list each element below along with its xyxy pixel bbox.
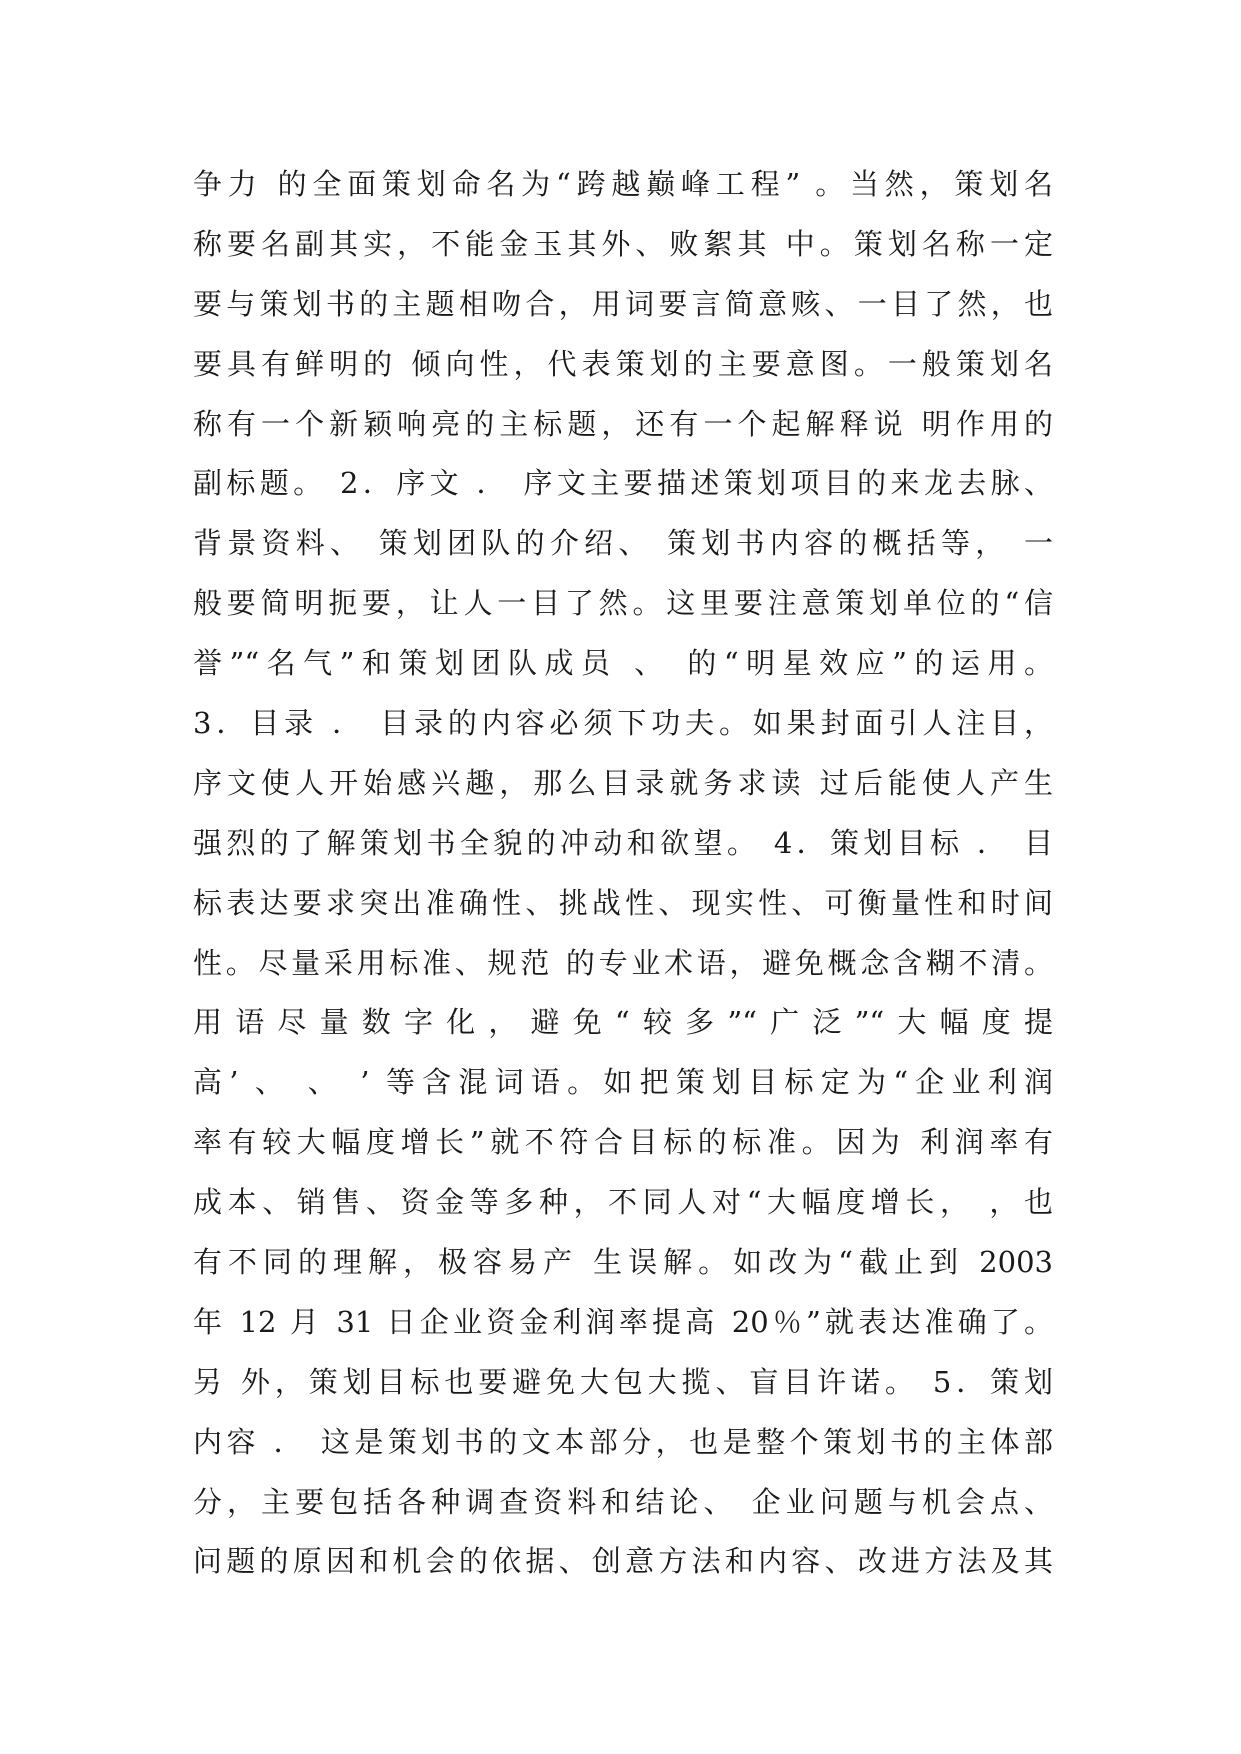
text-line: 有不同的理解，极容易产 生误解。如改为“截止到 2003 <box>193 1245 1053 1280</box>
text-line: 分，主要包括各种调查资料和结论、 企业问题与机会点、 <box>193 1484 1053 1519</box>
text-line: 3．目录 ． 目录的内容必须下功夫。如果封面引人注目， <box>193 706 1053 741</box>
text-line: 要与策划书的主题相吻合，用词要言简意赅、一目了然，也 <box>193 286 1053 321</box>
text-line: 强烈的了解策划书全貌的冲动和欲望。 4．策划目标 ． 目 <box>193 825 1053 860</box>
text-line: 标表达要求突出准确性、挑战性、现实性、可衡量性和时间 <box>193 885 1053 920</box>
text-line: 称有一个新颖响亮的主标题，还有一个起解释说 明作用的 <box>193 406 1053 441</box>
text-line: 序文使人开始感兴趣，那么目录就务求读 过后能使人产生 <box>193 765 1053 800</box>
text-line: 性。尽量采用标准、规范 的专业术语，避免概念含糊不清。 <box>193 945 1053 980</box>
text-line: 副标题。 2．序文 ． 序文主要描述策划项目的来龙去脉、 <box>193 466 1053 501</box>
text-line: 用语尽量数字化，避免“较多”“广泛”“大幅度提 <box>193 1005 1053 1040</box>
text-line: 率有较大幅度增长”就不符合目标的标准。因为 利润率有 <box>193 1125 1053 1160</box>
text-line: 内容 ． 这是策划书的文本部分，也是整个策划书的主体部 <box>193 1424 1053 1459</box>
text-line: 要具有鲜明的 倾向性，代表策划的主要意图。一般策划名 <box>193 346 1053 381</box>
body-text <box>193 164 1053 1601</box>
text-line: 高’ 、 、 ’ 等含混词语。如把策划目标定为“企业利润 <box>193 1065 1053 1100</box>
text-line: 另 外，策划目标也要避免大包大揽、盲目许诺。 5．策划 <box>193 1364 1053 1399</box>
text-line: 称要名副其实，不能金玉其外、败絮其 中。策划名称一定 <box>193 226 1053 261</box>
text-line: 争力 的全面策划命名为“跨越巅峰工程” 。当然，策划名 <box>193 167 1053 201</box>
text-line: 般要简明扼要，让人一目了然。这里要注意策划单位的“信 <box>193 586 1053 621</box>
text-line: 誉”“名气”和策划团队成员 、 的“明星效应”的运用。 <box>193 646 1053 681</box>
text-line: 年 12 月 31 日企业资金利润率提高 20％”就表达准确了。 <box>193 1304 1053 1339</box>
text-line: 背景资料、 策划团队的介绍、 策划书内容的概括等， 一 <box>193 526 1053 561</box>
text-line: 问题的原因和机会的依据、创意方法和内容、改进方法及其 <box>193 1544 1053 1579</box>
text-line: 成本、销售、资金等多种，不同人对“大幅度增长， ，也 <box>193 1185 1053 1220</box>
